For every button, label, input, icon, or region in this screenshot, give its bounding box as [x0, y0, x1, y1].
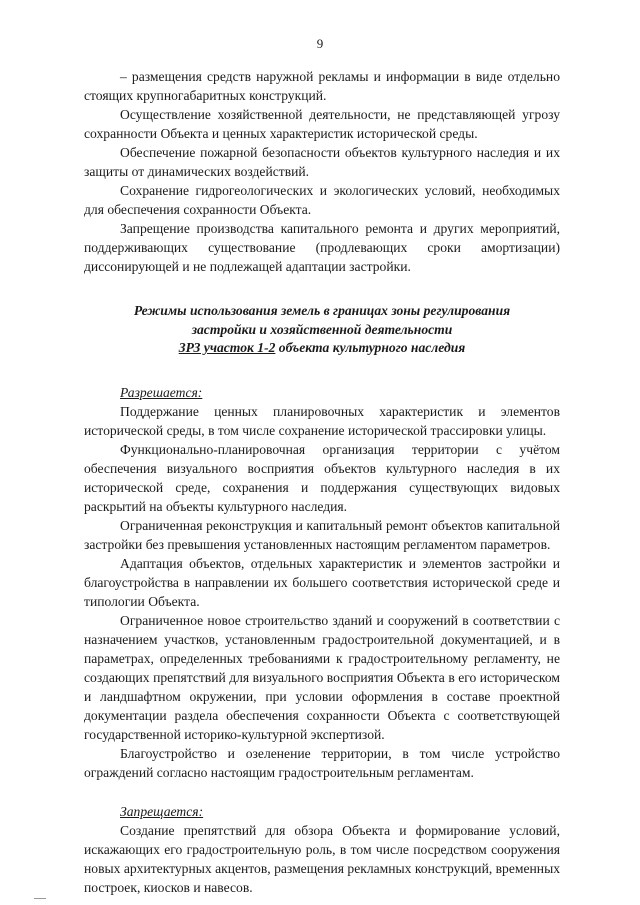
paragraph: Осуществление хозяйственной деятельности, не представляющей угрозу сохранности Объекта и ценных характеристик исторической среды. — [84, 107, 560, 141]
heading-line-3-rest: объекта культурного наследия — [275, 340, 466, 355]
page-number: 9 — [316, 36, 324, 51]
paragraph: – размещения средств наружной рекламы и информации в виде отдельно стоящих крупногабаритных конструкций. — [84, 69, 560, 103]
heading-line-1: Режимы использования земель в границах зоны регулирования — [133, 303, 511, 318]
allowed-paragraph: Ограниченная реконструкция и капитальный ремонт объектов капитальной застройки без превышения установленных настоящим регламентом параметров. — [84, 517, 560, 552]
document-body — [84, 67, 560, 897]
allowed-label: Разрешается: — [120, 384, 203, 400]
zone-code: ЗРЗ участок 1-2 — [178, 340, 276, 355]
paragraph: Обеспечение пожарной безопасности объектов культурного наследия и их защиты от динамических воздействий. — [84, 145, 560, 179]
heading-line-3 — [84, 339, 560, 358]
section-heading — [84, 302, 560, 358]
paragraph: Сохранение гидрогеологических и экологических условий, необходимых для обеспечения сохранности Объекта. — [84, 183, 560, 217]
forbidden-label: Запрещается: — [120, 803, 204, 819]
allowed-paragraph: Адаптация объектов, отдельных характеристик и элементов застройки и благоустройства в направлении их большего соответствия исторической среде и типологии Объекта. — [84, 555, 560, 609]
paragraph: Запрещение производства капитального ремонта и других мероприятий, поддерживающих существование (продлевающих сроки амортизации) диссонирующей и не подлежащей адаптации застройки. — [84, 221, 560, 274]
allowed-paragraph: Функционально-планировочная организация территории с учётом обеспечения визуального восприятия объектов культурного наследия в их исторической среде, сохранения и поддержания существующих видовых раскрытий на объекты культурного наследия. — [84, 441, 560, 514]
scan-mark — [34, 898, 46, 899]
heading-line-2: застройки и хозяйственной деятельности — [191, 321, 453, 337]
allowed-paragraph: Ограниченное новое строительство зданий и сооружений в соответствии с назначением участков, установленным градостроительной документацией, и в параметрах, определенных требованиями к градостроительному регламенту, не создающих препятствий для визуального восприятия Объекта в его историческом и ландшафтном окружении, при условии оформления в составе проектной документации раздела обеспечения сохранности Объекта с соответствующей государственной историко-культурной экспертизой. — [84, 612, 560, 742]
allowed-paragraph: Благоустройство и озеленение территории, в том числе устройство ограждений согласно настоящим градостроительным регламентам. — [84, 745, 560, 780]
allowed-paragraph: Поддержание ценных планировочных характеристик и элементов исторической среды, в том числе сохранение исторической трассировки улицы. — [84, 403, 560, 438]
forbidden-paragraph: Создание препятствий для обзора Объекта и формирование условий, искажающих его градостроительную роль, в том числе посредством сооружения новых архитектурных акцентов, размещения рекламных конструкций, временных построек, киосков и навесов. — [84, 822, 561, 895]
